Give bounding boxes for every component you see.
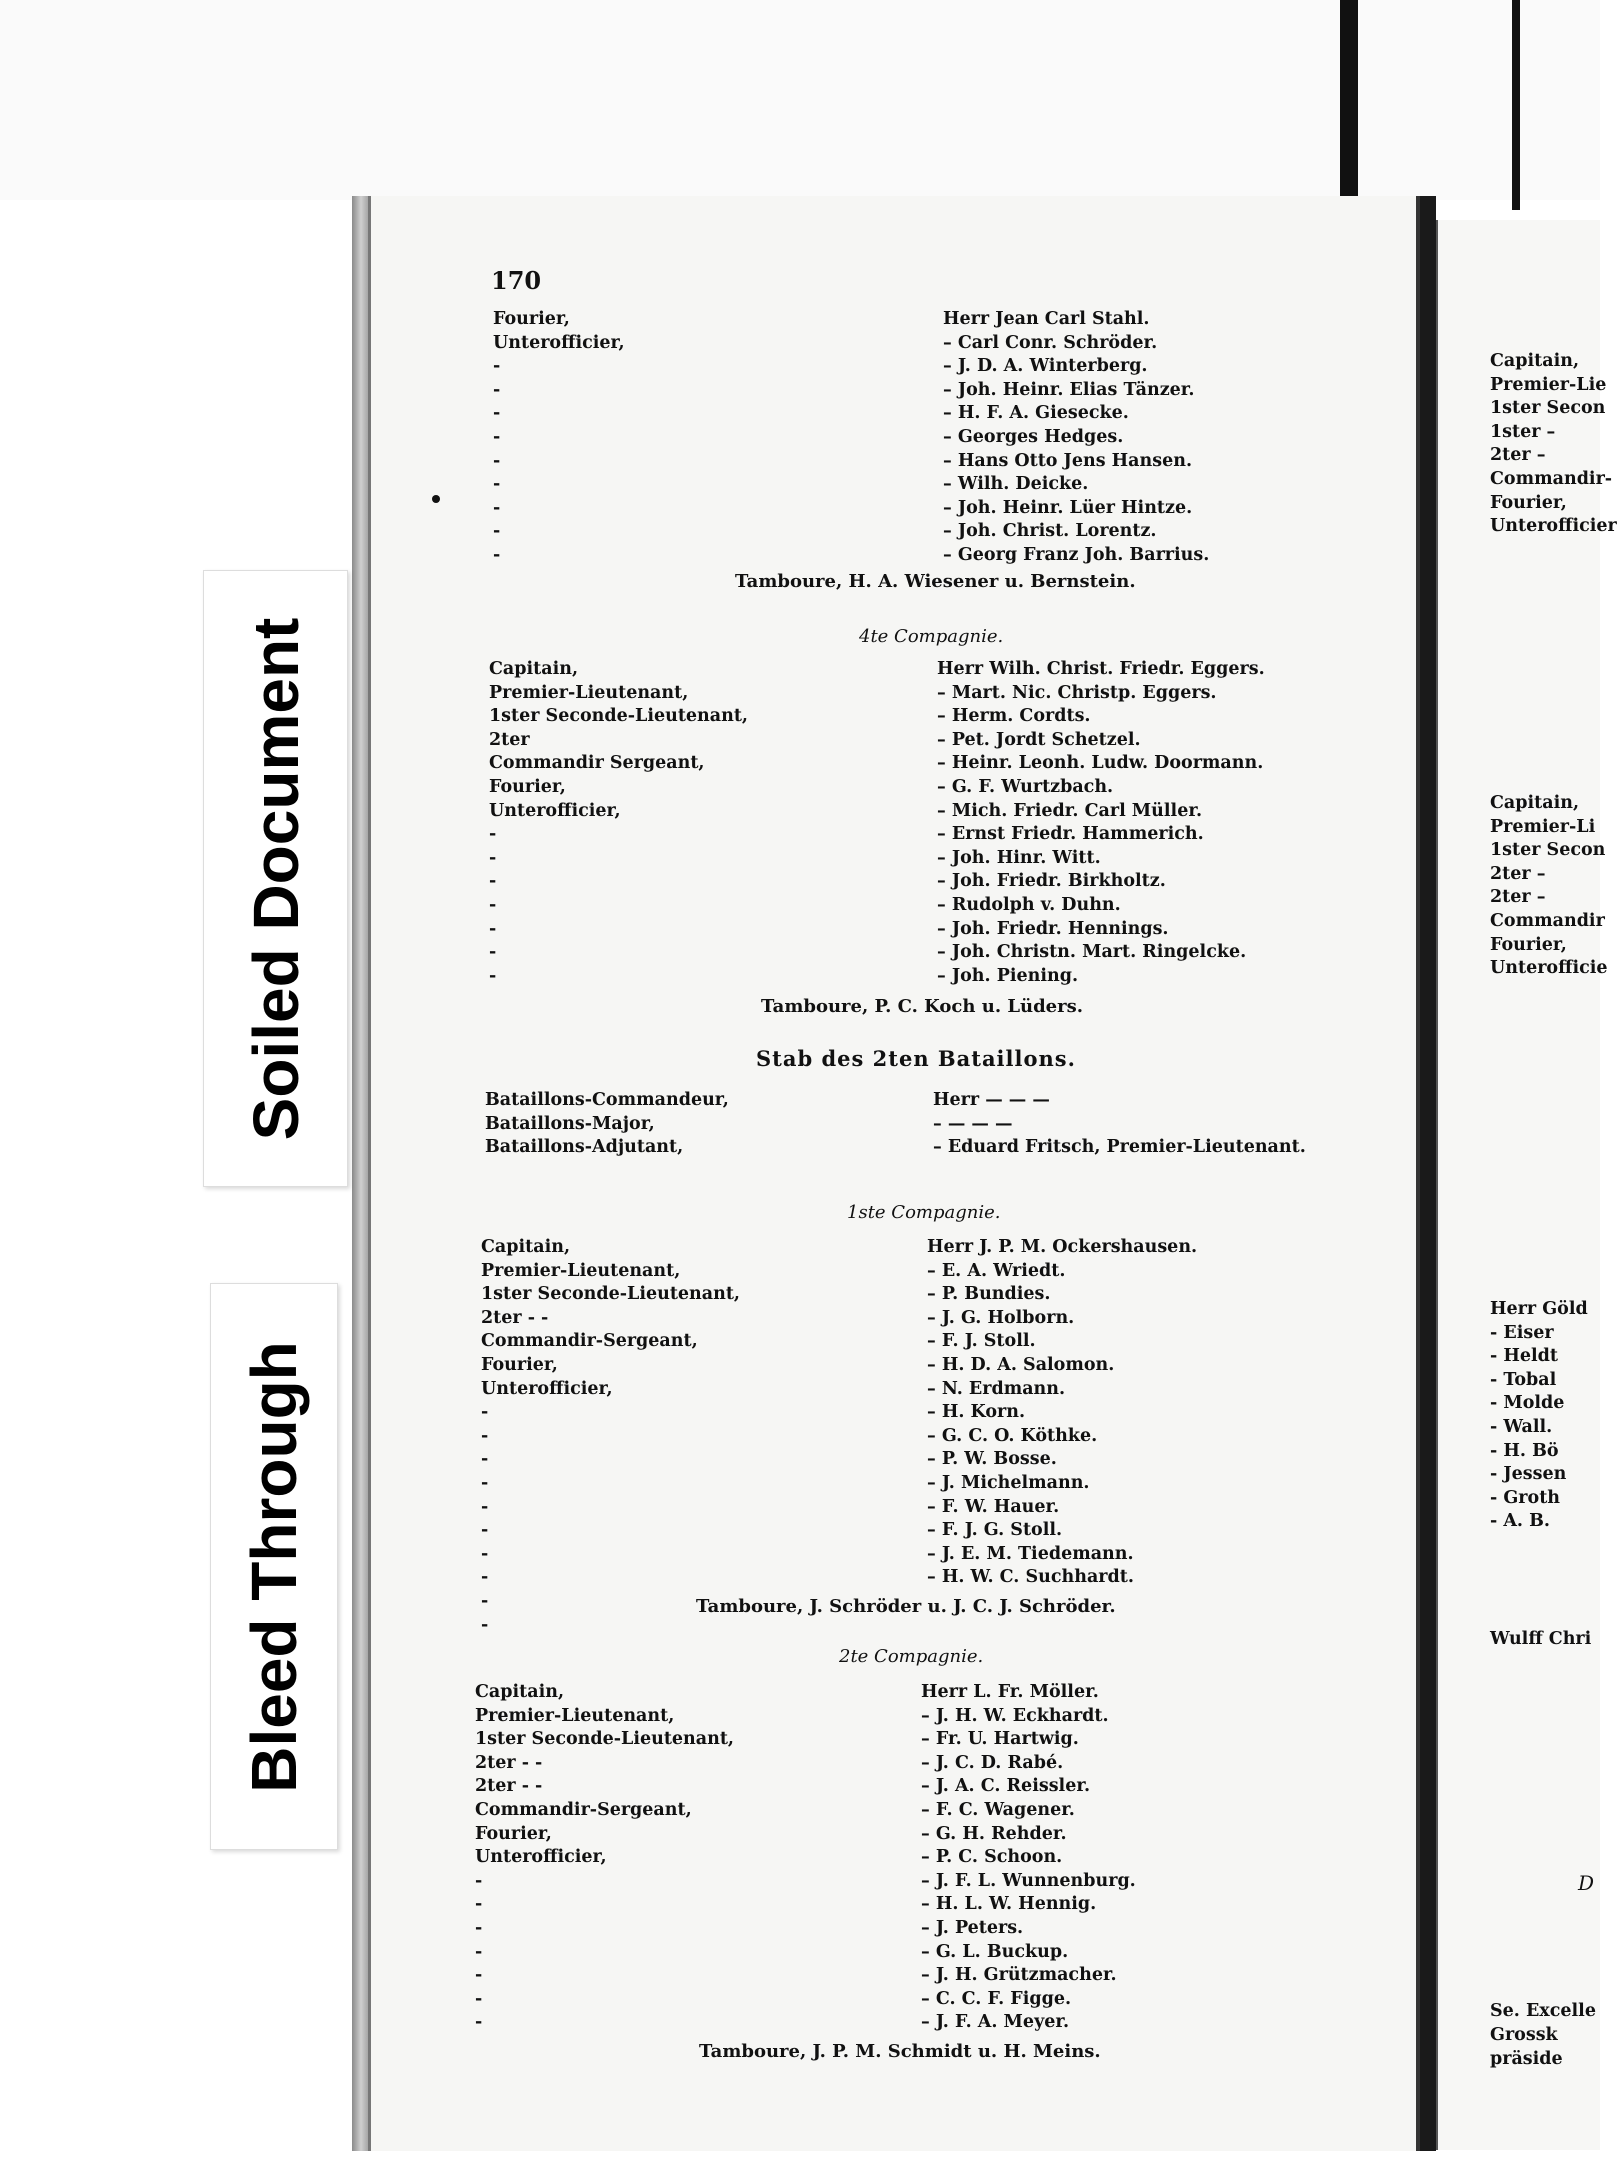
- right-name: - H. Bö: [1490, 1440, 1559, 1461]
- role-label: -: [475, 1941, 483, 1962]
- role-label: 2ter - -: [475, 1776, 543, 1797]
- right-name: - Wall.: [1490, 1417, 1553, 1437]
- ink-spot: [432, 495, 440, 503]
- right-role-label: 1ster Secon: [1490, 398, 1606, 419]
- role-label: -: [481, 1425, 489, 1446]
- person-name: – Heinr. Leonh. Ludw. Doormann.: [937, 753, 1264, 774]
- person-name: – Carl Conr. Schröder.: [943, 332, 1158, 353]
- right-role-label: Unterofficier: [1490, 516, 1617, 537]
- role-label: -: [493, 474, 501, 495]
- person-name: Herr J. P. M. Ockershausen.: [927, 1237, 1198, 1257]
- role-label: Commandir Sergeant,: [489, 753, 705, 774]
- role-label: Fourier,: [489, 777, 566, 797]
- person-name: – J. C. D. Rabé.: [921, 1752, 1064, 1773]
- right-role-label: Premier-Li: [1490, 816, 1596, 837]
- person-name: – G. F. Wurtzbach.: [937, 777, 1114, 797]
- role-label: Commandir-Sergeant,: [475, 1800, 692, 1820]
- role-label: -: [489, 942, 497, 963]
- person-name: – Joh. Piening.: [937, 965, 1079, 986]
- role-label: Unterofficier,: [493, 332, 625, 353]
- right-role-label: 2ter –: [1490, 445, 1546, 466]
- role-label: Capitain,: [489, 659, 579, 679]
- role-label: Commandir-Sergeant,: [481, 1331, 698, 1352]
- right-name: - A. B.: [1490, 1511, 1551, 1532]
- role-label: -: [493, 427, 501, 447]
- role-label: 1ster Seconde-Lieutenant,: [481, 1284, 741, 1305]
- person-name: – Joh. Christn. Mart. Ringelcke.: [937, 942, 1247, 963]
- right-wulff: Wulff Chri: [1490, 1629, 1592, 1649]
- role-label: 2ter - -: [481, 1307, 549, 1328]
- person-name: – J. A. C. Reissler.: [921, 1776, 1091, 1797]
- person-name: – Joh. Christ. Lorentz.: [943, 521, 1157, 542]
- right-name: Herr Göld: [1490, 1299, 1588, 1319]
- right-excelle-line: präside: [1490, 2049, 1563, 2069]
- person-name: – Eduard Fritsch, Premier-Lieutenant.: [933, 1137, 1306, 1158]
- person-name: – N. Erdmann.: [927, 1378, 1066, 1399]
- person-name: – H. D. A. Salomon.: [927, 1355, 1115, 1375]
- person-name: – J. F. L. Wunnenburg.: [921, 1870, 1136, 1891]
- role-label: -: [489, 847, 497, 868]
- bleed-through-label: Bleed Through: [238, 1340, 310, 1793]
- person-name: – G. H. Rehder.: [921, 1823, 1067, 1844]
- role-label: -: [481, 1591, 489, 1611]
- person-name: – G. L. Buckup.: [921, 1941, 1069, 1962]
- role-label: -: [475, 2012, 483, 2033]
- role-label: -: [481, 1496, 489, 1517]
- person-name: – J. D. A. Winterberg.: [943, 356, 1148, 377]
- role-label: -: [481, 1449, 489, 1470]
- comp2-tamboure: Tamboure, J. P. M. Schmidt u. H. Meins.: [699, 2041, 1101, 2062]
- role-label: -: [489, 895, 497, 915]
- role-label: -: [489, 871, 497, 892]
- role-label: Premier-Lieutenant,: [489, 682, 689, 703]
- person-name: – Mich. Friedr. Carl Müller.: [937, 800, 1203, 821]
- person-name: – Herm. Cordts.: [937, 706, 1091, 727]
- role-label: Bataillons-Adjutant,: [485, 1137, 684, 1158]
- right-role-label: Fourier,: [1490, 492, 1567, 513]
- person-name: – Georg Franz Joh. Barrius.: [943, 545, 1210, 565]
- left-page: [368, 196, 1420, 2151]
- role-label: Capitain,: [481, 1237, 571, 1257]
- role-label: Fourier,: [481, 1355, 558, 1375]
- role-label: Capitain,: [475, 1682, 565, 1702]
- role-label: -: [481, 1473, 489, 1493]
- person-name: – Rudolph v. Duhn.: [937, 895, 1121, 915]
- right-role-label: Commandir-: [1490, 469, 1613, 489]
- scan-background: [0, 0, 1600, 200]
- right-role-label: Premier-Lie: [1490, 374, 1607, 395]
- right-role-label: Fourier,: [1490, 934, 1567, 955]
- role-label: -: [481, 1402, 489, 1423]
- role-label: -: [481, 1567, 489, 1588]
- role-label: -: [475, 1965, 483, 1986]
- role-label: -: [475, 1894, 483, 1915]
- role-label: -: [475, 1870, 483, 1891]
- role-label: Fourier,: [475, 1823, 552, 1844]
- person-name: – P. C. Schoon.: [921, 1847, 1063, 1868]
- role-label: Unterofficier,: [489, 800, 621, 821]
- stab-heading: Stab des 2ten Bataillons.: [756, 1046, 1076, 1071]
- role-label: -: [489, 965, 497, 986]
- person-name: – Joh. Hinr. Witt.: [937, 847, 1101, 868]
- page-edge-strip: [1512, 0, 1520, 210]
- role-label: 1ster Seconde-Lieutenant,: [489, 706, 749, 727]
- role-label: -: [493, 450, 501, 471]
- role-label: 2ter: [489, 729, 530, 750]
- comp2-heading: 2te Compagnie.: [839, 1646, 984, 1667]
- right-name: - Heldt: [1490, 1346, 1558, 1367]
- right-role-label: Capitain,: [1490, 793, 1580, 813]
- person-name: – H. W. C. Suchhardt.: [927, 1567, 1134, 1588]
- person-name: – Hans Otto Jens Hansen.: [943, 450, 1193, 471]
- person-name: – C. C. F. Figge.: [921, 1988, 1072, 2009]
- person-name: – J. H. W. Eckhardt.: [921, 1705, 1109, 1726]
- right-role-label: 2ter –: [1490, 887, 1546, 908]
- person-name: – Joh. Friedr. Hennings.: [937, 918, 1169, 939]
- role-label: -: [489, 824, 497, 845]
- soiled-document-tab: [203, 570, 348, 1187]
- right-role-label: 1ster –: [1490, 421, 1556, 442]
- right-name: - Groth: [1490, 1487, 1560, 1508]
- person-name: – P. Bundies.: [927, 1284, 1051, 1305]
- soiled-document-label: Soiled Document: [239, 617, 312, 1140]
- right-excelle-line: Se. Excelle: [1490, 2001, 1596, 2021]
- person-name: – Joh. Friedr. Birkholtz.: [937, 871, 1166, 892]
- role-label: 2ter - -: [475, 1752, 543, 1773]
- role-label: -: [493, 521, 501, 542]
- role-label: Bataillons-Major,: [485, 1113, 655, 1134]
- role-label: -: [481, 1614, 489, 1635]
- person-name: – J. Peters.: [921, 1918, 1024, 1938]
- page-gutter: [1420, 196, 1436, 2151]
- person-name: – H. L. W. Hennig.: [921, 1894, 1097, 1915]
- right-name: - Tobal: [1490, 1369, 1557, 1390]
- role-label: -: [475, 1918, 483, 1938]
- role-label: -: [493, 545, 501, 565]
- person-name: – E. A. Wriedt.: [927, 1260, 1066, 1281]
- person-name: – J. Michelmann.: [927, 1473, 1090, 1493]
- person-name: – Mart. Nic. Christp. Eggers.: [937, 682, 1217, 703]
- role-label: Unterofficier,: [475, 1847, 607, 1868]
- role-label: -: [493, 356, 501, 377]
- right-d: D: [1578, 1871, 1595, 1895]
- role-label: Bataillons-Commandeur,: [485, 1090, 729, 1110]
- person-name: Herr L. Fr. Möller.: [921, 1682, 1099, 1702]
- page-edge-strip: [1340, 0, 1358, 215]
- person-name: – Fr. U. Hartwig.: [921, 1729, 1079, 1750]
- role-label: -: [481, 1543, 489, 1564]
- person-name: Herr — — —: [933, 1090, 1050, 1110]
- role-label: -: [475, 1988, 483, 2009]
- person-name: Herr Wilh. Christ. Friedr. Eggers.: [937, 659, 1265, 679]
- comp1-tamboure: Tamboure, J. Schröder u. J. C. J. Schröder.: [696, 1596, 1116, 1617]
- right-role-label: Commandir: [1490, 911, 1605, 931]
- person-name: – Ernst Friedr. Hammerich.: [937, 824, 1204, 845]
- role-label: Premier-Lieutenant,: [475, 1705, 675, 1726]
- person-name: – P. W. Bosse.: [927, 1449, 1057, 1470]
- person-name: Herr Jean Carl Stahl.: [943, 309, 1150, 329]
- role-label: -: [489, 918, 497, 939]
- person-name: – J. E. M. Tiedemann.: [927, 1543, 1134, 1564]
- right-name: - Jessen: [1490, 1464, 1567, 1485]
- person-name: – Joh. Heinr. Elias Tänzer.: [943, 379, 1195, 400]
- role-label: 1ster Seconde-Lieutenant,: [475, 1729, 735, 1750]
- person-name: – Wilh. Deicke.: [943, 474, 1089, 495]
- right-role-label: Unterofficie: [1490, 958, 1608, 979]
- comp4-tamboure: Tamboure, P. C. Koch u. Lüders.: [761, 996, 1084, 1017]
- role-label: Premier-Lieutenant,: [481, 1260, 681, 1281]
- role-label: -: [493, 379, 501, 400]
- person-name: – — — —: [933, 1113, 1013, 1134]
- role-label: -: [493, 497, 501, 518]
- right-name: - Molde: [1490, 1393, 1565, 1414]
- person-name: – J. H. Grützmacher.: [921, 1965, 1117, 1986]
- role-label: -: [493, 403, 501, 424]
- right-page: [1436, 220, 1617, 2150]
- person-name: – F. J. Stoll.: [927, 1331, 1036, 1352]
- person-name: – G. C. O. Köthke.: [927, 1425, 1098, 1446]
- right-role-label: 2ter –: [1490, 863, 1546, 884]
- comp4-heading: 4te Compagnie.: [859, 626, 1004, 647]
- person-name: – J. F. A. Meyer.: [921, 2012, 1070, 2033]
- page-number: 170: [491, 266, 542, 295]
- person-name: – F. W. Hauer.: [927, 1496, 1060, 1517]
- bleed-through-tab: [210, 1283, 338, 1850]
- right-excelle-line: Grossk: [1490, 2025, 1558, 2045]
- person-name: – J. G. Holborn.: [927, 1307, 1075, 1328]
- right-role-label: Capitain,: [1490, 351, 1580, 371]
- person-name: – F. C. Wagener.: [921, 1800, 1075, 1820]
- person-name: – Joh. Heinr. Lüer Hintze.: [943, 497, 1193, 518]
- person-name: – Georges Hedges.: [943, 427, 1124, 447]
- comp1-heading: 1ste Compagnie.: [847, 1202, 1001, 1223]
- role-label: Fourier,: [493, 309, 570, 329]
- right-name: - Eiser: [1490, 1322, 1554, 1343]
- person-name: – H. F. A. Giesecke.: [943, 403, 1129, 424]
- person-name: – Pet. Jordt Schetzel.: [937, 729, 1141, 750]
- role-label: Unterofficier,: [481, 1378, 613, 1399]
- right-role-label: 1ster Secon: [1490, 840, 1606, 861]
- section1-tamboure: Tamboure, H. A. Wiesener u. Bernstein.: [735, 571, 1136, 592]
- person-name: – F. J. G. Stoll.: [927, 1520, 1063, 1541]
- role-label: -: [481, 1520, 489, 1541]
- person-name: – H. Korn.: [927, 1402, 1026, 1423]
